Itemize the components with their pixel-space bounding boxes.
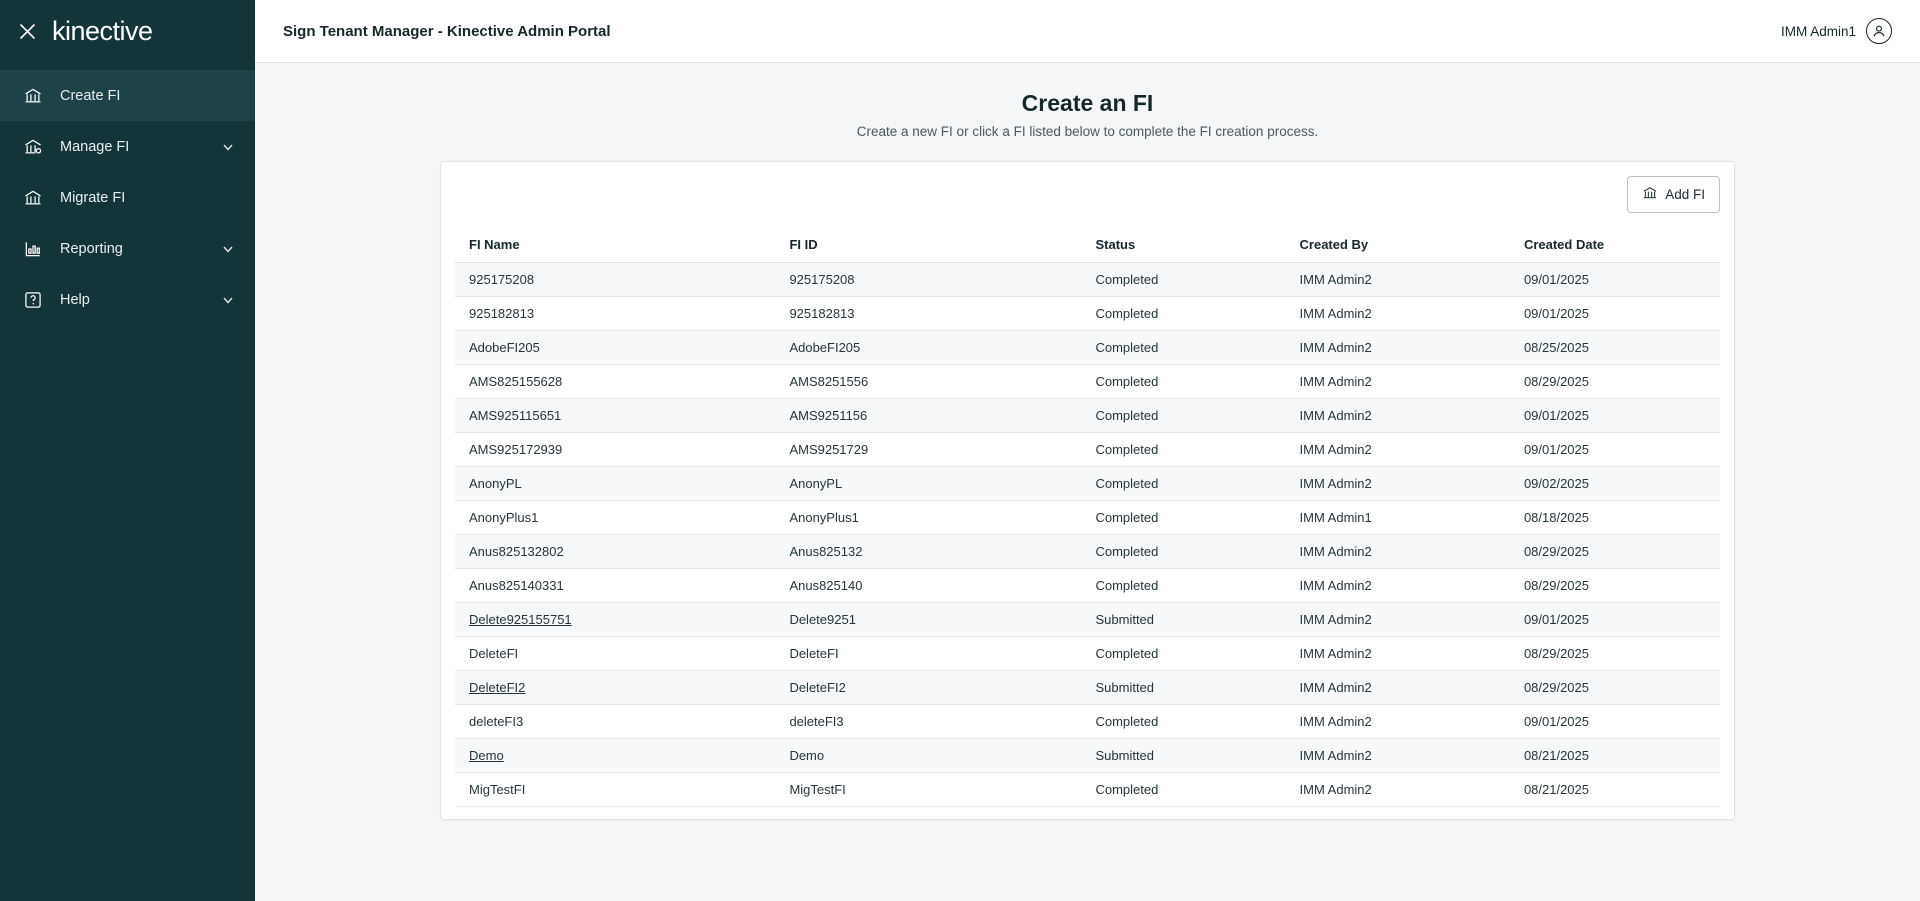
cell-created-date: 08/21/2025 bbox=[1516, 739, 1720, 773]
cell-fi-id: Demo bbox=[781, 739, 1087, 773]
cell-created-by: IMM Admin2 bbox=[1292, 637, 1516, 671]
fi-list-card bbox=[440, 161, 1735, 820]
card-toolbar bbox=[455, 176, 1720, 227]
sidebar-item-label: Migrate FI bbox=[60, 189, 126, 206]
table-row[interactable] bbox=[455, 671, 1720, 705]
chevron-down-icon[interactable] bbox=[221, 140, 235, 154]
sidebar-header bbox=[0, 0, 255, 63]
cell-status: Completed bbox=[1087, 365, 1291, 399]
cell-fi-id: 925182813 bbox=[781, 297, 1087, 331]
column-header-fi-name[interactable]: FI Name bbox=[455, 227, 781, 263]
cell-fi-name: AnonyPL bbox=[455, 467, 781, 501]
add-fi-button-label: Add FI bbox=[1665, 187, 1705, 202]
cell-created-by: IMM Admin2 bbox=[1292, 535, 1516, 569]
sidebar bbox=[0, 0, 255, 901]
cell-fi-id: AnonyPL bbox=[781, 467, 1087, 501]
cell-created-by: IMM Admin2 bbox=[1292, 671, 1516, 705]
fi-table-body bbox=[455, 263, 1720, 807]
table-row[interactable] bbox=[455, 433, 1720, 467]
close-x-icon[interactable] bbox=[14, 19, 40, 45]
cell-fi-id: AMS8251556 bbox=[781, 365, 1087, 399]
cell-created-date: 09/01/2025 bbox=[1516, 603, 1720, 637]
cell-fi-name: 925175208 bbox=[455, 263, 781, 297]
sidebar-item-label: Reporting bbox=[60, 240, 123, 257]
cell-fi-id: DeleteFI bbox=[781, 637, 1087, 671]
cell-created-by: IMM Admin2 bbox=[1292, 773, 1516, 807]
cell-created-by: IMM Admin2 bbox=[1292, 331, 1516, 365]
sidebar-item-help[interactable] bbox=[0, 274, 255, 325]
table-row[interactable] bbox=[455, 535, 1720, 569]
page-heading-block bbox=[255, 90, 1920, 139]
column-header-created-date[interactable]: Created Date bbox=[1516, 227, 1720, 263]
cell-status: Submitted bbox=[1087, 603, 1291, 637]
table-row[interactable] bbox=[455, 365, 1720, 399]
page-title: Create an FI bbox=[1021, 90, 1154, 116]
table-row[interactable] bbox=[455, 501, 1720, 535]
page-header-title: Sign Tenant Manager - Kinective Admin Portal bbox=[283, 22, 611, 40]
fi-table-head bbox=[455, 227, 1720, 263]
bank-settings-icon bbox=[22, 136, 44, 158]
sidebar-item-label: Create FI bbox=[60, 87, 121, 104]
sidebar-item-label: Help bbox=[60, 291, 90, 308]
cell-created-date: 08/25/2025 bbox=[1516, 331, 1720, 365]
cell-created-date: 08/21/2025 bbox=[1516, 773, 1720, 807]
sidebar-nav bbox=[0, 70, 255, 325]
bank-icon bbox=[22, 85, 44, 107]
table-row[interactable] bbox=[455, 399, 1720, 433]
table-row[interactable] bbox=[455, 705, 1720, 739]
cell-fi-name: AnonyPlus1 bbox=[455, 501, 781, 535]
cell-fi-name: MigTestFI bbox=[455, 773, 781, 807]
cell-fi-id: deleteFI3 bbox=[781, 705, 1087, 739]
fi-name-link[interactable]: DeleteFI2 bbox=[469, 680, 526, 695]
cell-status: Completed bbox=[1087, 331, 1291, 365]
table-row[interactable] bbox=[455, 603, 1720, 637]
cell-created-by: IMM Admin2 bbox=[1292, 433, 1516, 467]
bank-icon bbox=[1642, 185, 1658, 204]
cell-fi-name: AMS925172939 bbox=[455, 433, 781, 467]
cell-status: Submitted bbox=[1087, 739, 1291, 773]
cell-created-by: IMM Admin2 bbox=[1292, 399, 1516, 433]
chevron-down-icon[interactable] bbox=[221, 242, 235, 256]
cell-created-date: 08/29/2025 bbox=[1516, 671, 1720, 705]
content-area bbox=[255, 63, 1920, 901]
cell-status: Completed bbox=[1087, 297, 1291, 331]
cell-created-date: 08/29/2025 bbox=[1516, 637, 1720, 671]
add-fi-button[interactable] bbox=[1627, 176, 1720, 213]
brand-logo: kinective bbox=[52, 16, 153, 46]
sidebar-item-create-fi[interactable] bbox=[0, 70, 255, 121]
sidebar-item-migrate-fi[interactable] bbox=[0, 172, 255, 223]
cell-created-by: IMM Admin2 bbox=[1292, 569, 1516, 603]
sidebar-item-reporting[interactable] bbox=[0, 223, 255, 274]
cell-created-date: 09/02/2025 bbox=[1516, 467, 1720, 501]
cell-created-date: 09/01/2025 bbox=[1516, 263, 1720, 297]
cell-fi-name: 925182813 bbox=[455, 297, 781, 331]
table-row[interactable] bbox=[455, 637, 1720, 671]
cell-created-by: IMM Admin2 bbox=[1292, 263, 1516, 297]
cell-fi-id: Anus825140 bbox=[781, 569, 1087, 603]
cell-status: Submitted bbox=[1087, 671, 1291, 705]
sidebar-item-label: Manage FI bbox=[60, 138, 130, 155]
cell-created-date: 09/01/2025 bbox=[1516, 297, 1720, 331]
table-row[interactable] bbox=[455, 739, 1720, 773]
cell-created-date: 08/29/2025 bbox=[1516, 365, 1720, 399]
cell-created-by: IMM Admin2 bbox=[1292, 297, 1516, 331]
bank-arrow-icon bbox=[22, 187, 44, 209]
cell-fi-name[interactable] bbox=[455, 739, 781, 773]
page-subtitle: Create a new FI or click a FI listed below to complete the FI creation process. bbox=[856, 124, 1319, 139]
column-header-fi-id[interactable]: FI ID bbox=[781, 227, 1087, 263]
account-area bbox=[1781, 18, 1892, 44]
user-avatar-icon[interactable] bbox=[1866, 18, 1892, 44]
cell-status: Completed bbox=[1087, 637, 1291, 671]
cell-fi-id: 925175208 bbox=[781, 263, 1087, 297]
cell-fi-id: MigTestFI bbox=[781, 773, 1087, 807]
cell-fi-name: AMS925115651 bbox=[455, 399, 781, 433]
cell-fi-id: AMS9251156 bbox=[781, 399, 1087, 433]
main-area bbox=[255, 0, 1920, 901]
cell-fi-id: AnonyPlus1 bbox=[781, 501, 1087, 535]
cell-created-date: 08/29/2025 bbox=[1516, 569, 1720, 603]
user-name-label: IMM Admin1 bbox=[1780, 23, 1856, 39]
bar-chart-icon bbox=[22, 238, 44, 260]
cell-status: Completed bbox=[1087, 263, 1291, 297]
cell-fi-id: AdobeFI205 bbox=[781, 331, 1087, 365]
help-circle-icon bbox=[22, 289, 44, 311]
cell-created-by: IMM Admin2 bbox=[1292, 467, 1516, 501]
cell-created-by: IMM Admin2 bbox=[1292, 365, 1516, 399]
cell-status: Completed bbox=[1087, 433, 1291, 467]
cell-fi-name[interactable] bbox=[455, 603, 781, 637]
cell-fi-id: Anus825132 bbox=[781, 535, 1087, 569]
fi-name-link[interactable]: Demo bbox=[469, 748, 504, 763]
cell-fi-id: AMS9251729 bbox=[781, 433, 1087, 467]
column-header-created-by[interactable]: Created By bbox=[1292, 227, 1516, 263]
top-bar bbox=[255, 0, 1920, 63]
cell-created-by: IMM Admin2 bbox=[1292, 739, 1516, 773]
cell-fi-id: DeleteFI2 bbox=[781, 671, 1087, 705]
fi-table bbox=[455, 227, 1720, 807]
fi-name-link[interactable]: Delete925155751 bbox=[469, 612, 572, 627]
cell-status: Completed bbox=[1087, 399, 1291, 433]
cell-fi-name: AdobeFI205 bbox=[455, 331, 781, 365]
table-row[interactable] bbox=[455, 773, 1720, 807]
table-row[interactable] bbox=[455, 467, 1720, 501]
cell-status: Completed bbox=[1087, 535, 1291, 569]
chevron-down-icon[interactable] bbox=[221, 293, 235, 307]
cell-status: Completed bbox=[1087, 569, 1291, 603]
table-row[interactable] bbox=[455, 569, 1720, 603]
cell-status: Completed bbox=[1087, 467, 1291, 501]
cell-created-date: 09/01/2025 bbox=[1516, 705, 1720, 739]
cell-created-by: IMM Admin2 bbox=[1292, 603, 1516, 637]
column-header-status[interactable]: Status bbox=[1087, 227, 1291, 263]
cell-fi-name: Anus825140331 bbox=[455, 569, 781, 603]
cell-fi-id: Delete9251 bbox=[781, 603, 1087, 637]
cell-fi-name: DeleteFI bbox=[455, 637, 781, 671]
cell-created-date: 09/01/2025 bbox=[1516, 399, 1720, 433]
table-row[interactable] bbox=[455, 297, 1720, 331]
table-row[interactable] bbox=[455, 331, 1720, 365]
cell-created-by: IMM Admin2 bbox=[1292, 705, 1516, 739]
cell-fi-name: deleteFI3 bbox=[455, 705, 781, 739]
cell-fi-name: AMS825155628 bbox=[455, 365, 781, 399]
sidebar-item-manage-fi[interactable] bbox=[0, 121, 255, 172]
cell-status: Completed bbox=[1087, 705, 1291, 739]
table-row[interactable] bbox=[455, 263, 1720, 297]
cell-created-by: IMM Admin1 bbox=[1292, 501, 1516, 535]
cell-created-date: 08/18/2025 bbox=[1516, 501, 1720, 535]
table-header-row bbox=[455, 227, 1720, 263]
cell-status: Completed bbox=[1087, 773, 1291, 807]
cell-status: Completed bbox=[1087, 501, 1291, 535]
cell-fi-name: Anus825132802 bbox=[455, 535, 781, 569]
cell-created-date: 09/01/2025 bbox=[1516, 433, 1720, 467]
cell-created-date: 08/29/2025 bbox=[1516, 535, 1720, 569]
cell-fi-name[interactable] bbox=[455, 671, 781, 705]
